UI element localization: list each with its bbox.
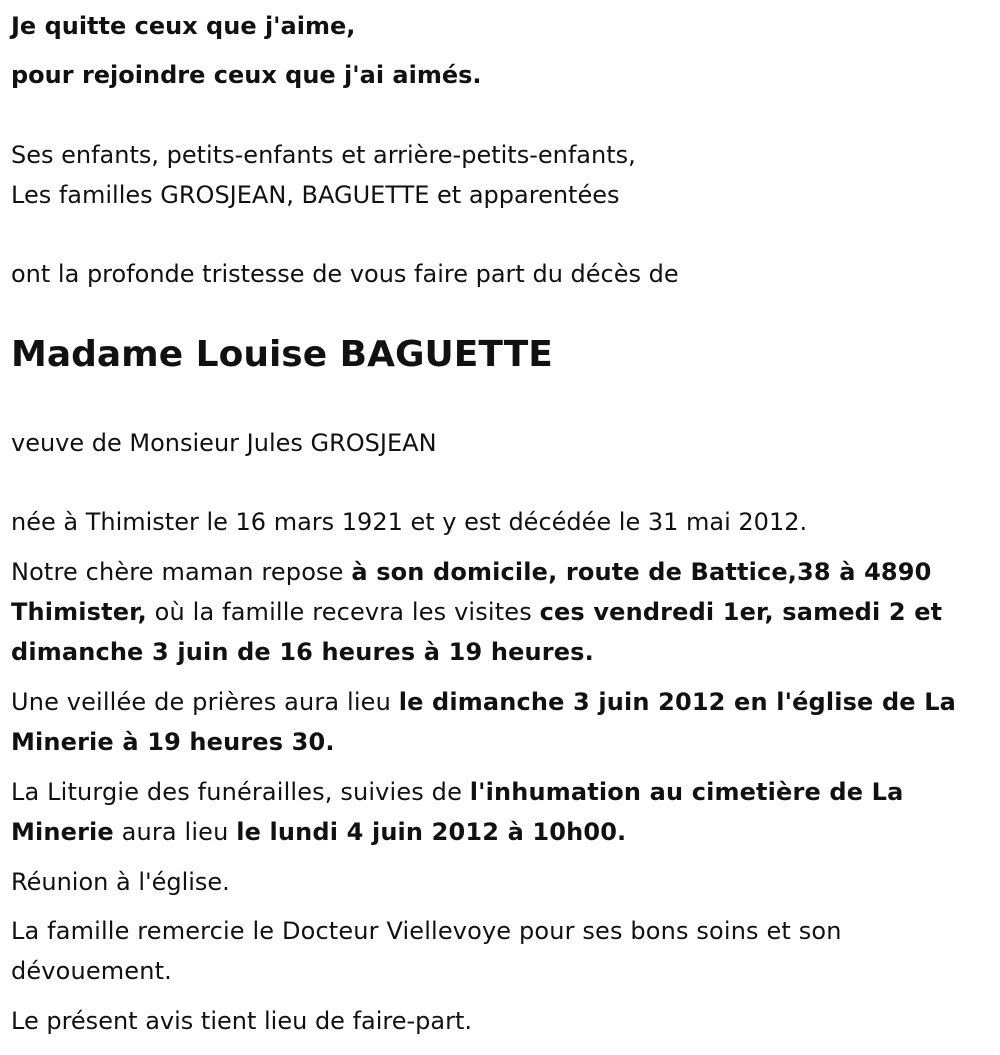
rest-text-2: où la famille recevra les visites — [146, 598, 540, 626]
vigil-text: Une veillée de prières aura lieu — [11, 688, 399, 716]
quote-line-1: Je quitte ceux que j'aime, — [11, 12, 356, 40]
vigil-paragraph — [11, 682, 986, 762]
birth-death: née à Thimister le 16 mars 1921 et y est décédée le 31 mai 2012. — [11, 508, 808, 536]
funeral-paragraph — [11, 772, 986, 852]
funeral-date: le lundi 4 juin 2012 à 10h00. — [236, 818, 627, 846]
family-line-2: Les familles GROSJEAN, BAGUETTE et apparentées — [11, 181, 620, 209]
family-line-1: Ses enfants, petits-enfants et arrière-petits-enfants, — [11, 141, 636, 169]
vigil-details: le dimanche 3 juin 2012 en l'église de La Minerie à 19 heures 30. — [11, 688, 956, 756]
funeral-text-2: aura lieu — [113, 818, 237, 846]
rest-location: à son domicile, route de Battice,38 à 4890 Thimister, — [11, 558, 932, 626]
rest-visit-times: ces vendredi 1er, samedi 2 et dimanche 3 juin de 16 heures à 19 heures. — [11, 598, 943, 666]
deceased-name: Madame Louise BAGUETTE — [11, 334, 553, 375]
quote-line-2: pour rejoindre ceux que j'ai aimés. — [11, 61, 482, 89]
funeral-text-1: La Liturgie des funérailles, suivies de — [11, 778, 470, 806]
closing: Le présent avis tient lieu de faire-part. — [11, 1007, 473, 1035]
funeral-burial: l'inhumation au cimetière de La Minerie — [11, 778, 904, 846]
widow-of: veuve de Monsieur Jules GROSJEAN — [11, 429, 437, 457]
announcement: ont la profonde tristesse de vous faire part du décès de — [11, 260, 679, 288]
rest-paragraph — [11, 552, 986, 672]
thanks: La famille remercie le Docteur Viellevoye pour ses bons soins et son dévouement. — [11, 917, 842, 985]
rest-text-1: Notre chère maman repose — [11, 558, 352, 586]
meeting: Réunion à l'église. — [11, 868, 230, 896]
